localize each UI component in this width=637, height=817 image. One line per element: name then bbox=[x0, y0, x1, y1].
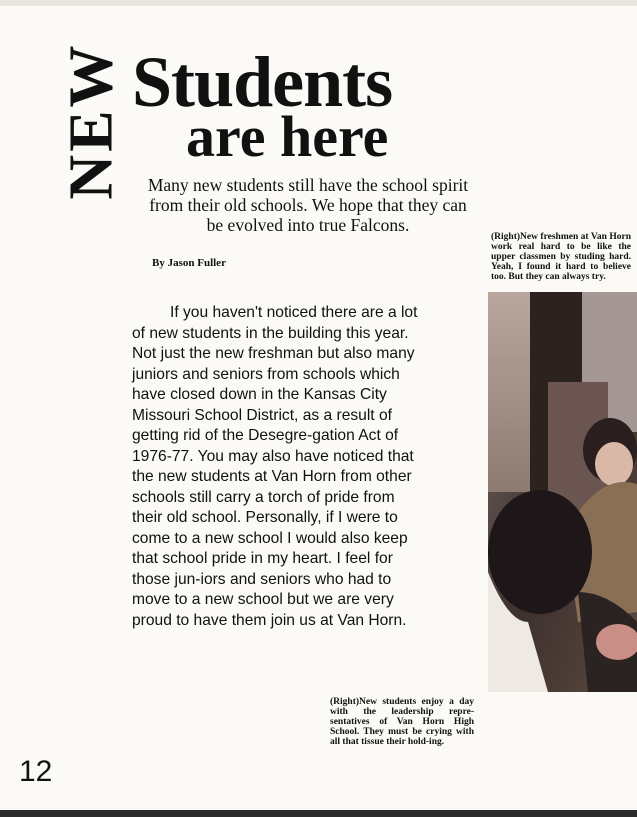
photo-caption-top: (Right)New freshmen at Van Horn work real hard to be like the upper classmen by studing hard. Yeah, I found it hard to believe too. But they can always try. bbox=[491, 232, 631, 282]
photo-caption-bottom: (Right)New students enjoy a day with the leadership repre-sentatives of Van Horn High School. They must be crying with all that tissue their hold-ing. bbox=[330, 697, 474, 747]
page-number: 12 bbox=[19, 755, 53, 788]
page-bottom-edge bbox=[0, 810, 637, 817]
students-photo-image bbox=[488, 292, 637, 692]
headline-vertical-word bbox=[58, 32, 127, 210]
subheadline: Many new students still have the school spirit from their old schools. We hope that they can be evolved into true Falcons. bbox=[147, 175, 469, 235]
headline-students: Students bbox=[132, 42, 393, 122]
page-top-edge bbox=[0, 0, 637, 6]
headline-are-here: are here bbox=[186, 104, 389, 169]
headline-new: NEW bbox=[58, 42, 127, 200]
article-body: If you haven't noticed there are a lot of new students in the building this year. Not just the new freshman but also many juniors and seniors from schools which have closed down in the Kansas City Missouri School District, as a result of getting rid of the Desegre-gation Act of 1976-77. You may also have noticed that the new students at Van Horn from other schools still carry a torch of pride from their old school. Personally, if I were to come to a new school I would also keep that school pride in my heart. I feel for those jun-iors and seniors who had to move to a new school but we are very proud to have them join us at Van Horn. bbox=[132, 304, 418, 629]
students-photo bbox=[488, 292, 637, 692]
byline: By Jason Fuller bbox=[152, 257, 226, 269]
